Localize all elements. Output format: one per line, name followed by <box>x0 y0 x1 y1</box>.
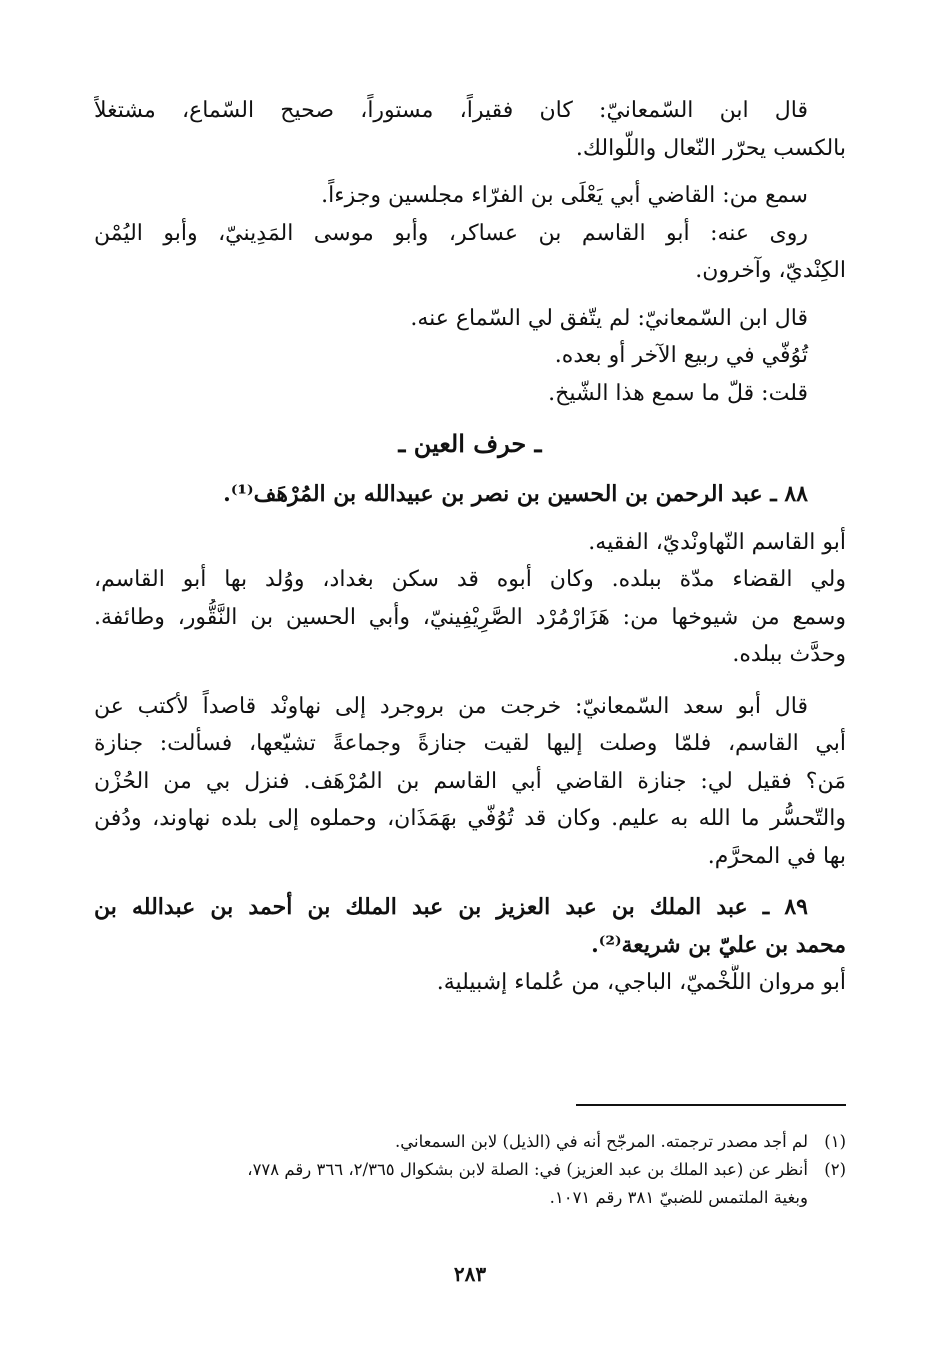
paragraph-death-note <box>94 300 846 413</box>
footnote-text: لم أجد مصدر ترجمته. المرجّح أنه في (الذيل) لابن السمعاني. <box>395 1132 808 1151</box>
text-line: أبو مروان اللَّخْميّ، الباجي، من عُلماء إشبيلية. <box>436 970 846 995</box>
text-line: الكِنْديّ، وآخرون. <box>695 258 846 283</box>
paragraph-samani-quote <box>94 92 846 167</box>
entry-title: محمد بن عليّ بن شريعة⁽²⁾. <box>591 931 846 958</box>
text-line: مَن؟ فقيل لي: جنازة القاضي أبي القاسم بن المُرْهَف. فنزل بي من الحُزْن <box>94 768 846 794</box>
text-line: سمع من: القاضي أبي يَعْلَى بن الفرّاء مجلسين وجزءاً. <box>321 183 808 208</box>
footnote-2-continued: وبغية الملتمس للضبيّ ٣٨١ رقم ١٠٧١. <box>549 1188 808 1207</box>
text-line: أبو القاسم النّهاونْديّ، الفقيه. <box>588 529 846 555</box>
paragraph-sama-riwaya <box>94 177 846 290</box>
page-number: ٢٨٣ <box>453 1262 487 1286</box>
text-line: قلت: قلّ ما سمع هذا الشّيخ. <box>548 380 808 406</box>
text-line: قال ابن السّمعانيّ: لم يتّفق لي السّماع عنه. <box>410 305 808 331</box>
footnote-2 <box>94 1156 846 1184</box>
footnote-marker: (٢) <box>824 1160 846 1179</box>
main-text <box>94 92 846 1002</box>
footnote-1 <box>94 1128 846 1156</box>
text-line: وحدَّث ببلده. <box>732 642 846 667</box>
text-line: قال أبو سعد السّمعانيّ: خرجت من بروجرد إلى نهاونْد قاصداً لأكتب عن <box>94 693 808 719</box>
text-line: تُوُفّي في ربيع الآخر أو بعده. <box>554 343 808 368</box>
section-heading: ـ حرف العين ـ <box>398 429 542 458</box>
entry-title: ٨٩ ـ عبد الملك بن عبد العزيز بن عبد الملك بن أحمد بن عبدالله بن <box>94 894 808 920</box>
text-line: بها في المحرَّم. <box>707 843 846 869</box>
footnote-marker: (١) <box>824 1132 846 1151</box>
footnotes <box>94 1128 846 1212</box>
entry-88 <box>94 476 846 674</box>
text-line: أبي القاسم، فلمّا وصلت إليها لقيت جنازةً وجماعةً تشيّعها، فسألت: جنازة <box>94 731 846 756</box>
paragraph-abu-saad-quote <box>94 688 846 876</box>
text-line: وسمع من شيوخها من: هَزَارْمُرْد الصَّرِيْفِينيّ، وأبي الحسين بن النَّقُّور، وطائفة. <box>94 604 846 630</box>
entry-title: ٨٨ ـ عبد الرحمن بن الحسين بن نصر بن عبيدالله بن المُرْهَف⁽¹⁾. <box>223 481 808 507</box>
text-line: روى عنه: أبو القاسم بن عساكر، وأبو موسى المَدِينيّ، وأبو اليُمْن <box>94 220 808 246</box>
footnote-text: أنظر عن (عبد الملك بن عبد العزيز) في: الصلة لابن بشكوال ٢/٣٦٥، ٣٦٦ رقم ٧٧٨، <box>247 1160 808 1179</box>
text-line: والتّحسُّر ما الله به عليم. وكان قد تُوُفّي بهَمَذَان، وحملوه إلى بلده نهاوند، ودُفن <box>94 806 846 831</box>
entry-89 <box>94 889 846 1002</box>
text-line: قال ابن السّمعانيّ: كان فقيراً، مستوراً، صحيح السّماع، مشتغلاً <box>94 98 808 123</box>
text-line: ولي القضاء مدّة ببلده. وكان أبوه قد سكن بغداد، ووُلد بها أبو القاسم، <box>94 567 846 592</box>
text-line: بالكسب يحرّر النّعال واللّوالك. <box>575 135 846 161</box>
footnote-divider <box>576 1104 846 1106</box>
